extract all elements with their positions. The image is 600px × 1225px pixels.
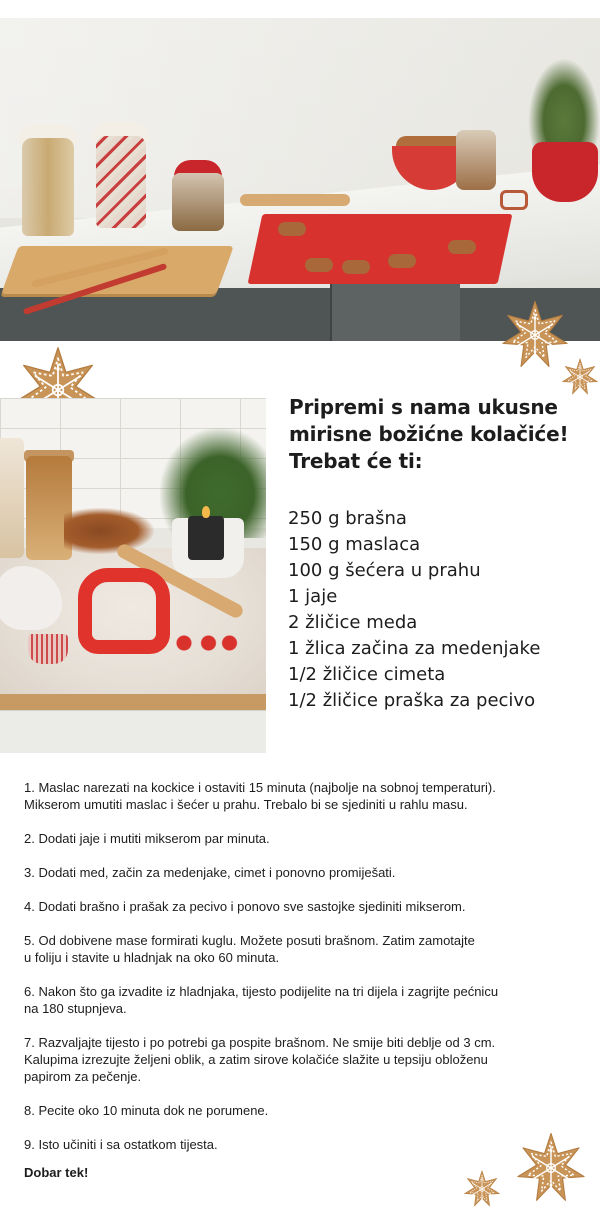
step-paragraph xyxy=(24,830,584,847)
headline-line: mirisne božićne kolačiće! xyxy=(289,422,569,446)
step-line: papirom za pečenje. xyxy=(24,1069,142,1084)
recipe-baking-photo xyxy=(0,398,266,753)
recipe-headline xyxy=(289,394,589,475)
step-line: 3. Dodati med, začin za medenjake, cimet i ponovno promiješati. xyxy=(24,865,396,880)
step-paragraph xyxy=(24,1136,584,1153)
gingerbread-star-icon xyxy=(463,1170,501,1208)
headline-line: Pripremi s nama ukusne xyxy=(289,395,558,419)
step-paragraph xyxy=(24,898,584,915)
step-paragraph xyxy=(24,1102,584,1119)
closing-text: Dobar tek! xyxy=(24,1165,89,1180)
step-paragraph xyxy=(24,932,584,966)
step-paragraph xyxy=(24,1034,584,1085)
step-line: 2. Dodati jaje i mutiti mikserom par minuta. xyxy=(24,831,270,846)
step-line: 9. Isto učiniti i sa ostatkom tijesta. xyxy=(24,1137,218,1152)
hero-kitchen-photo xyxy=(0,18,600,341)
step-line: 5. Od dobivene mase formirati kuglu. Možete posuti brašnom. Zatim zamotajte xyxy=(24,933,475,948)
step-line: 1. Maslac narezati na kockice i ostaviti 15 minuta (najbolje na sobnoj temperaturi). xyxy=(24,780,496,795)
step-line: 8. Pecite oko 10 minuta dok ne porumene. xyxy=(24,1103,269,1118)
headline-line: Trebat će ti: xyxy=(289,449,423,473)
gingerbread-star-icon xyxy=(515,1132,587,1204)
ingredients-list xyxy=(288,506,588,714)
ingredient-item: 1/2 žličice praška za pecivo xyxy=(288,690,536,711)
gingerbread-star-icon xyxy=(500,300,570,370)
ingredient-item: 2 žličice meda xyxy=(288,612,418,633)
gingerbread-star-icon xyxy=(561,358,599,396)
step-line: 4. Dodati brašno i prašak za pecivo i ponovo sve sastojke sjediniti mikserom. xyxy=(24,899,466,914)
step-paragraph xyxy=(24,983,584,1017)
ingredient-item: 1/2 žličice cimeta xyxy=(288,664,446,685)
ingredient-item: 1 žlica začina za medenjake xyxy=(288,638,541,659)
recipe-steps xyxy=(24,779,584,1170)
ingredient-item: 100 g šećera u prahu xyxy=(288,560,481,581)
step-line: 6. Nakon što ga izvadite iz hladnjaka, tijesto podijelite na tri dijela i zagrijte pećnicu xyxy=(24,984,499,999)
ingredient-item: 150 g maslaca xyxy=(288,534,421,555)
step-line: na 180 stupnjeva. xyxy=(24,1001,127,1016)
step-paragraph xyxy=(24,779,584,813)
step-line: u foliju i stavite u hladnjak na oko 60 minuta. xyxy=(24,950,280,965)
step-line: 7. Razvaljajte tijesto i po potrebi ga pospite brašnom. Ne smije biti deblje od 3 cm. xyxy=(24,1035,496,1050)
step-line: Kalupima izrezujte željeni oblik, a zatim sirove kolačiće slažite u tepsiju obloženu xyxy=(24,1052,488,1067)
ingredient-item: 1 jaje xyxy=(288,586,338,607)
step-line: Mikserom umutiti maslac i šećer u prahu. Trebalo bi se sjediniti u rahlu masu. xyxy=(24,797,468,812)
step-paragraph xyxy=(24,864,584,881)
ingredient-item: 250 g brašna xyxy=(288,508,407,529)
